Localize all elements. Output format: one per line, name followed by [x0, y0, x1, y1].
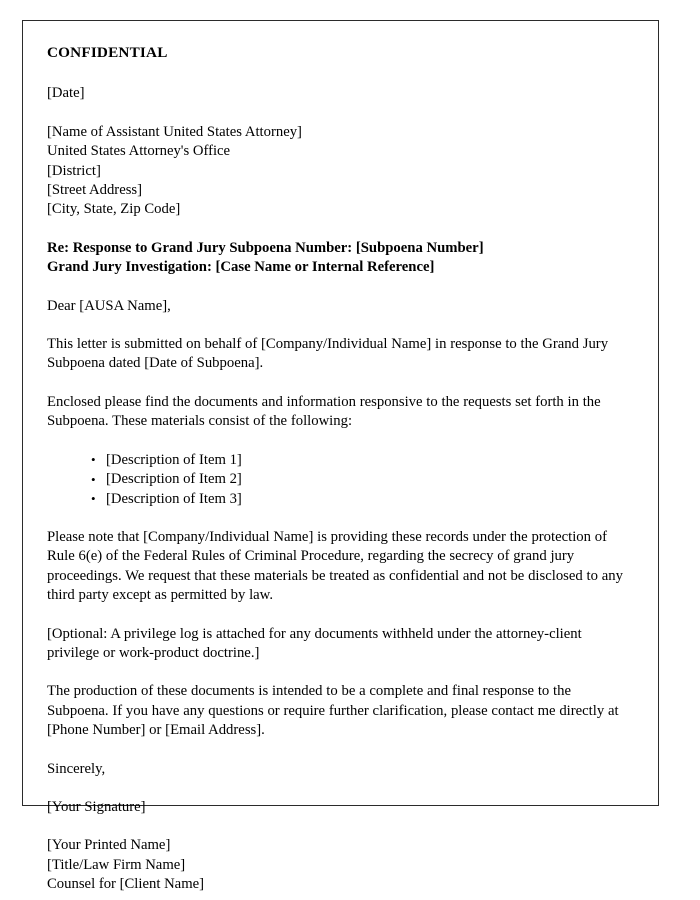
signer-counsel-for: Counsel for [Client Name] — [47, 876, 205, 893]
list-item: • [Description of Item 1] — [91, 451, 629, 470]
document-body — [47, 43, 629, 895]
paragraph-rule-6e-protection: Please note that [Company/Individual Name] is providing these records under the protection of Rule 6(e) of the Federal Rules of Criminal Procedure, regarding the secrecy of grand jury proceedings. We request that these materials be treated as confidential and not be disclosed to any third party except as permitted by law. — [47, 528, 623, 604]
signature-block — [47, 836, 629, 894]
paragraph-final-response: The production of these documents is intended to be a complete and final response to the Subpoena. If you have any questions or require further clarification, please contact me directly at [Phone Number] or [Email Address]. — [47, 683, 619, 739]
list-item: • [Description of Item 3] — [91, 490, 629, 509]
subject-line-re: Re: Response to Grand Jury Subpoena Number: [Subpoena Number] — [47, 239, 484, 256]
signature-placeholder: [Your Signature] — [47, 798, 146, 815]
date-placeholder: [Date] — [47, 85, 85, 102]
document-page — [22, 20, 659, 893]
recipient-address-block — [47, 123, 629, 220]
paragraph-privilege-log: [Optional: A privilege log is attached for any documents withheld under the attorney-client privilege or work-product doctrine.] — [47, 625, 582, 661]
signer-name: [Your Printed Name] — [47, 837, 171, 854]
paragraph-submission: This letter is submitted on behalf of [Company/Individual Name] in response to the Grand Jury Subpoena dated [Date of Subpoena]. — [47, 336, 609, 372]
address-line-1: [Name of Assistant United States Attorney] — [47, 123, 302, 140]
address-line-2: United States Attorney's Office — [47, 143, 231, 160]
confidential-banner: CONFIDENTIAL — [47, 44, 168, 61]
salutation: Dear [AUSA Name], — [47, 297, 171, 314]
signer-title-firm: [Title/Law Firm Name] — [47, 856, 186, 873]
address-line-3: [District] — [47, 162, 101, 179]
address-line-4: [Street Address] — [47, 182, 143, 199]
subject-line-investigation: Grand Jury Investigation: [Case Name or Internal Reference] — [47, 259, 435, 276]
address-line-5: [City, State, Zip Code] — [47, 201, 181, 218]
closing-salutation: Sincerely, — [47, 760, 106, 777]
enclosure-item-list — [47, 451, 629, 509]
list-item: • [Description of Item 2] — [91, 470, 629, 489]
paragraph-enclosures-intro: Enclosed please find the documents and information responsive to the requests set forth in the Subpoena. These materials consist of the following: — [47, 393, 601, 430]
subject-block — [47, 239, 629, 278]
